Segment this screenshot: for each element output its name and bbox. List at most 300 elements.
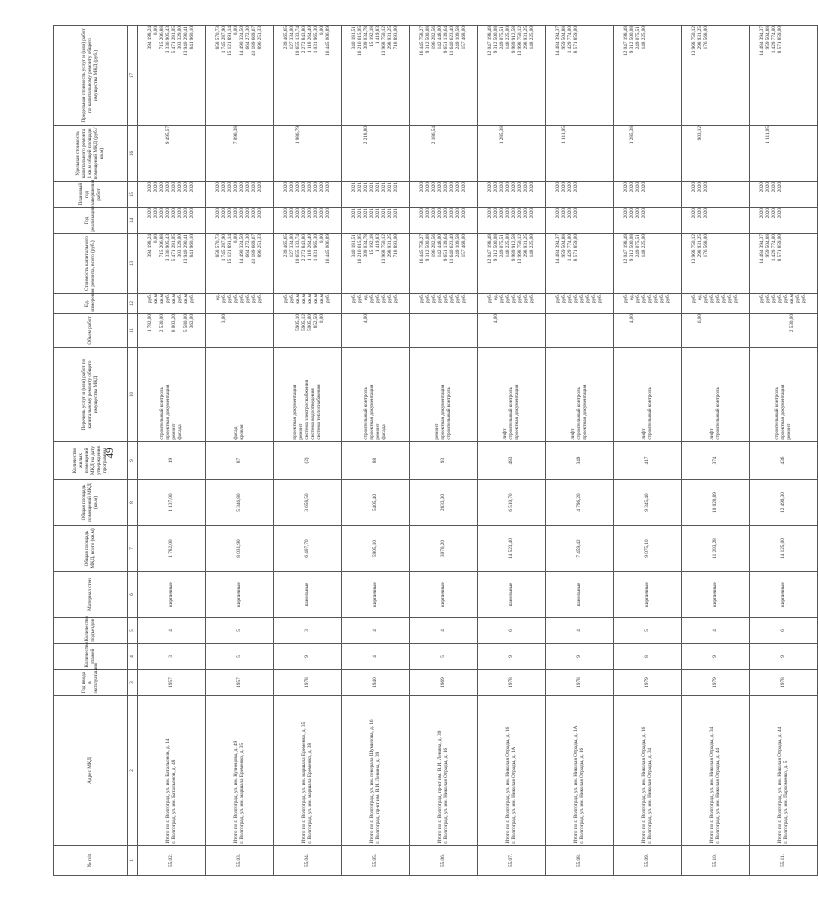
- cost-cell-line: 142 448,00: [436, 234, 443, 258]
- max-cost-cell-line: 157 468,00: [460, 26, 467, 50]
- cost-cell-line: 0,00: [152, 234, 159, 244]
- floors-cell: 4: [342, 644, 410, 670]
- volume-cell: [682, 314, 750, 348]
- volume-cell-line: 5905,12: [300, 314, 307, 331]
- year-end-cell-line: 2021: [386, 182, 393, 193]
- year-end-cell-line: 2020: [448, 182, 455, 193]
- year-end-cell-line: 2020: [158, 182, 165, 193]
- unit-cell-line: руб.: [652, 294, 659, 303]
- max-cost-cell-line: 196 282,56: [430, 26, 437, 50]
- max-cost-cell-line: 10 655 133,74: [294, 26, 301, 56]
- works-cell: [138, 348, 206, 442]
- max-cost-cell-line: 309 034,78: [362, 26, 369, 50]
- entrances-cell: 3: [274, 618, 342, 644]
- unit-cost-cell-line: 2 218,80: [362, 126, 369, 145]
- unit-cell-line: руб.: [176, 294, 183, 303]
- cost-cell-line: 0,00: [232, 234, 239, 244]
- volume-cell: [274, 314, 342, 348]
- unit-cell-line: руб.: [232, 294, 239, 303]
- volume-cell-line: [258, 314, 264, 347]
- column-number: 3: [128, 670, 138, 696]
- unit-cell-line: руб.: [288, 294, 295, 303]
- year-impl-cell-line: [666, 208, 672, 233]
- year-end-cell: [138, 182, 206, 208]
- year-impl-cell-line: 2020: [152, 208, 159, 219]
- max-cost-cell-line: 5 471 281,05: [170, 26, 177, 54]
- cost-cell-line: 664 272,30: [244, 234, 251, 258]
- year-impl-cell-line: 2020: [170, 208, 177, 219]
- column-number: 9: [128, 442, 138, 480]
- year-impl-cell-line: 2020: [250, 208, 257, 219]
- unit-cost-cell-line: [802, 126, 808, 181]
- cost-cell: [750, 234, 818, 294]
- max-cost-cell-line: 249 075,51: [634, 26, 641, 50]
- cost-cell: [274, 234, 342, 294]
- unit-cost-cell: [342, 126, 410, 182]
- year-end-cell-line: 2020: [430, 182, 437, 193]
- column-number: 11: [128, 314, 138, 348]
- total-area-cell: 7 459,42: [546, 526, 614, 572]
- unit-cell-line: кв.м: [170, 294, 177, 304]
- entrances-cell: 5: [614, 618, 682, 644]
- cost-cell: [206, 234, 274, 294]
- table-row: [342, 26, 410, 876]
- header-row: [54, 26, 128, 876]
- unit-cell-line: руб.: [720, 294, 727, 303]
- unit-cell-line: руб.: [634, 294, 641, 303]
- max-cost-cell-line: 8 571 859,00: [572, 26, 579, 54]
- unit-cell-line: руб.: [658, 294, 665, 303]
- year-end-cell-line: 2021: [350, 182, 357, 193]
- unit-cell: [274, 294, 342, 314]
- total-area-cell: 5905,10: [342, 526, 410, 572]
- unit-cell-line: руб.: [702, 294, 709, 303]
- cost-cell-line: 249 075,51: [498, 234, 505, 258]
- cost-cell-line: 2 272 843,80: [300, 234, 307, 262]
- year-end-cell: [206, 182, 274, 208]
- unit-cell: [682, 294, 750, 314]
- year-impl-cell-line: [802, 208, 808, 233]
- unit-cost-cell: [750, 126, 818, 182]
- year-cell: 1979: [614, 670, 682, 696]
- cost-cell-line: 8 571 859,00: [776, 234, 783, 262]
- column-header: Общая площадь МКД, всего (кв.м): [54, 526, 128, 572]
- unit-cost-cell-line: 1 986,79: [294, 126, 301, 145]
- column-header: Год ввода в эксплуатацию: [54, 670, 128, 696]
- address-cell: [750, 696, 818, 846]
- cost-cell: [546, 234, 614, 294]
- premises-area-cell: 9 345,40: [614, 480, 682, 526]
- floors-cell: 5: [206, 644, 274, 670]
- year-end-cell-line: 2020: [492, 182, 499, 193]
- address-line: г. Волгоград, ул. им. Николая Отрады, д. 34: [646, 747, 653, 844]
- unit-cell-line: кв.м: [300, 294, 307, 304]
- max-cost-cell-line: 14 490 324,50: [238, 26, 245, 56]
- year-impl-cell: [478, 208, 546, 234]
- material-cell: панельные: [478, 572, 546, 618]
- unit-cell-line: руб.: [460, 294, 467, 303]
- page-number: 49: [104, 447, 116, 459]
- year-end-cell: [682, 182, 750, 208]
- year-impl-cell-line: 2020: [622, 208, 629, 219]
- year-end-cell-line: [666, 182, 672, 207]
- year-cell: 1978: [274, 670, 342, 696]
- table-row: [750, 26, 818, 876]
- unit-cost-cell-line: [462, 126, 468, 181]
- unit-cell-line: руб.: [764, 294, 771, 303]
- unit-cell-line: руб.: [146, 294, 153, 303]
- work-item: проектная документация: [368, 384, 375, 440]
- max-cost-cell-line: 127 334,00: [288, 26, 295, 50]
- address-line: Итого по г. Волгоград, ул. им. Николая Отрады, д. 44: [776, 726, 783, 844]
- year-end-cell: [614, 182, 682, 208]
- year-end-cell-line: 2020: [300, 182, 307, 193]
- address-line: Итого по г. Волгоград, пр-кт им. В.И. Ленина, д. 39: [436, 730, 443, 844]
- unit-cell-line: руб.: [622, 294, 629, 303]
- column-number-row: [128, 26, 138, 876]
- floors-cell: 9: [478, 644, 546, 670]
- unit-cell-line: руб.: [350, 294, 357, 303]
- year-end-cell-line: 2020: [226, 182, 233, 193]
- volume-cell-line: [394, 314, 400, 347]
- address-line: Итого по г. Волгоград, ул. им. генерала Шумилова, д. 16: [368, 719, 375, 844]
- year-impl-cell: [342, 208, 410, 234]
- unit-cell-line: кв.м: [158, 294, 165, 304]
- year-impl-cell-line: 2020: [770, 208, 777, 219]
- year-impl-cell-line: 2020: [436, 208, 443, 219]
- unit-cost-cell: [614, 126, 682, 182]
- cost-cell-line: 12 047 198,48: [622, 234, 629, 264]
- unit-cell-line: руб.: [690, 294, 697, 303]
- volume-cell-line: 852,50: [312, 314, 319, 329]
- material-cell: кирпичные: [206, 572, 274, 618]
- year-impl-cell-line: 2021: [392, 208, 399, 219]
- year-end-cell-line: 2020: [634, 182, 641, 193]
- year-end-cell-line: 2020: [560, 182, 567, 193]
- column-number: 4: [128, 644, 138, 670]
- unit-cell-line: руб.: [256, 294, 263, 303]
- column-number: 2: [128, 696, 138, 846]
- volume-cell-line: [598, 314, 604, 347]
- cost-cell-line: 3 336 905,43: [164, 234, 171, 262]
- apartments-cell: 374: [682, 442, 750, 480]
- material-cell: кирпичные: [410, 572, 478, 618]
- volume-cell-line: 4,00: [492, 314, 499, 324]
- year-impl-cell-line: 2021: [368, 208, 375, 219]
- volume-cell-line: [666, 314, 672, 347]
- apartments-cell: 87: [206, 442, 274, 480]
- unit-cell-line: кв.м: [294, 294, 301, 304]
- unit-cost-cell-line: [190, 126, 196, 181]
- unit-cell-line: руб.: [436, 294, 443, 303]
- row-number: 55.11.: [750, 846, 818, 876]
- cost-cell-line: 239 465,65: [282, 234, 289, 258]
- total-area-cell: 11 203,28: [682, 526, 750, 572]
- column-header: Количество этажей: [54, 644, 128, 670]
- max-cost-cell-line: 9 312 500,08: [492, 26, 499, 54]
- volume-cell: [342, 314, 410, 348]
- year-impl-cell-line: 2020: [640, 208, 647, 219]
- unit-cell: [206, 294, 274, 314]
- unit-cell: [478, 294, 546, 314]
- year-end-cell-line: 2020: [312, 182, 319, 193]
- max-cost-cell: [206, 26, 274, 126]
- unit-cost-cell: [410, 126, 478, 182]
- column-header: Предельная стоимость услуг и (или) работ по капитальному ремонту общего имущества МКД (руб.): [54, 26, 128, 126]
- max-cost-cell-line: 249 109,58: [454, 26, 461, 50]
- unit-cell-line: руб.: [504, 294, 511, 303]
- max-cost-cell: [138, 26, 206, 126]
- year-impl-cell-line: 2020: [146, 208, 153, 219]
- unit-cell-line: руб.: [374, 294, 381, 303]
- year-impl-cell-line: 2020: [696, 208, 703, 219]
- unit-cell-line: руб.: [448, 294, 455, 303]
- address-line: Итого по г. Волгоград, ул. им. Николая Отрады, д. 1А: [572, 725, 579, 844]
- unit-cell-line: ед.: [696, 294, 703, 301]
- work-item: система водоотведения: [309, 388, 316, 440]
- max-cost-cell-line: 41 189 669,67: [250, 26, 257, 56]
- floors-cell: 9: [546, 644, 614, 670]
- unit-cell-line: руб.: [726, 294, 733, 303]
- volume-cell: [410, 314, 478, 348]
- cost-cell-line: 148 225,00: [504, 234, 511, 258]
- year-end-cell: [410, 182, 478, 208]
- year-impl-cell-line: 2020: [306, 208, 313, 219]
- year-impl-cell-line: 2020: [238, 208, 245, 219]
- volume-cell-line: 0,00: [318, 314, 325, 324]
- max-cost-cell-line: 715 206,88: [158, 26, 165, 50]
- address-line: г. Волгоград, ул. им. Пархоменко, д. 5: [782, 760, 789, 844]
- year-end-cell-line: 2020: [232, 182, 239, 193]
- unit-cost-cell-line: [666, 126, 672, 181]
- max-cost-cell-line: 9 312 500,08: [424, 26, 431, 54]
- apartments-cell: 19: [138, 442, 206, 480]
- row-number: 55.08.: [546, 846, 614, 876]
- premises-area-cell: 10 020,89: [682, 480, 750, 526]
- column-number: 8: [128, 480, 138, 526]
- max-cost-cell-line: 12 047 198,48: [622, 26, 629, 56]
- max-cost-cell-line: 896 251,33: [256, 26, 263, 50]
- unit-cell-line: руб.: [442, 294, 449, 303]
- works-cell: [206, 348, 274, 442]
- unit-cell-line: руб.: [392, 294, 399, 303]
- unit-cost-cell-line: 7 096,38: [232, 126, 239, 145]
- unit-cell: [750, 294, 818, 314]
- works-cell: [750, 348, 818, 442]
- max-cost-cell-line: 142 448,00: [436, 26, 443, 50]
- year-cell: 1957: [138, 670, 206, 696]
- year-impl-cell-line: 2020: [256, 208, 263, 219]
- address-cell: [478, 696, 546, 846]
- max-cost-cell-line: 0,00: [152, 26, 159, 36]
- work-item: проектная документация: [439, 384, 446, 440]
- works-cell: [410, 348, 478, 442]
- year-impl-cell-line: 2020: [300, 208, 307, 219]
- cost-cell-line: 1 745 287,90: [220, 234, 227, 262]
- unit-cell: [546, 294, 614, 314]
- cost-cell-line: 718 893,00: [392, 234, 399, 258]
- max-cost-cell-line: 0,00: [318, 26, 325, 36]
- row-number: 55.02.: [138, 846, 206, 876]
- address-cell: [546, 696, 614, 846]
- unit-cost-cell-line: 1 111,95: [764, 126, 771, 144]
- unit-cell-line: руб.: [188, 294, 195, 303]
- max-cost-cell: [750, 26, 818, 126]
- year-impl-cell-line: 2020: [418, 208, 425, 219]
- year-end-cell-line: 2020: [510, 182, 517, 193]
- year-impl-cell-line: 2020: [572, 208, 579, 219]
- table-row: [478, 26, 546, 876]
- year-impl-cell: [682, 208, 750, 234]
- max-cost-cell-line: 13 940 290,41: [182, 26, 189, 56]
- year-end-cell-line: 2020: [758, 182, 765, 193]
- year-end-cell-line: 2020: [554, 182, 561, 193]
- unit-cell-line: руб.: [238, 294, 245, 303]
- total-area-cell: 8 031,90: [206, 526, 274, 572]
- year-end-cell-line: 2020: [628, 182, 635, 193]
- column-header: Перечень услуг и (или) работ по капитальному ремонту общего имущества МКД: [54, 348, 128, 442]
- cost-cell-line: 127 334,00: [288, 234, 295, 258]
- year-impl-cell-line: 2020: [424, 208, 431, 219]
- address-line: г. Волгоград, ул. им. Николая Отрады, д. 1А: [510, 746, 517, 844]
- apartments-cell: 93: [410, 442, 478, 480]
- year-impl-cell-line: 2020: [282, 208, 289, 219]
- year-end-cell-line: 2020: [188, 182, 195, 193]
- works-cell: [342, 348, 410, 442]
- work-item: проектная документация: [291, 384, 298, 440]
- unit-cell-line: руб.: [714, 294, 721, 303]
- max-cost-cell-line: 298 931,25: [386, 26, 393, 50]
- year-impl-cell-line: 2020: [188, 208, 195, 219]
- table-row: [546, 26, 614, 876]
- max-cost-cell-line: 14 484 394,37: [554, 26, 561, 56]
- cost-cell: [614, 234, 682, 294]
- unit-cell: [138, 294, 206, 314]
- premises-area-cell: 6 510,70: [478, 480, 546, 526]
- volume-cell-line: 2 530,00: [788, 314, 795, 333]
- max-cost-cell-line: 340 181,51: [350, 26, 357, 50]
- volume-cell: [750, 314, 818, 348]
- year-end-cell-line: [734, 182, 740, 207]
- max-cost-cell-line: [598, 26, 604, 125]
- cost-cell-line: 1 429 774,00: [770, 234, 777, 262]
- work-item: строительный контроль: [507, 387, 514, 440]
- apartments-cell: 436: [750, 442, 818, 480]
- year-end-cell-line: 2020: [282, 182, 289, 193]
- unit-cost-cell: [138, 126, 206, 182]
- year-end-cell-line: 2020: [164, 182, 171, 193]
- apartments-cell: 483: [478, 442, 546, 480]
- year-end-cell-line: 2020: [288, 182, 295, 193]
- column-header: Стоимость капитального ремонта, всего (руб.): [54, 234, 128, 294]
- max-cost-cell-line: 1 419,83: [374, 26, 381, 45]
- unit-cost-cell-line: [394, 126, 400, 181]
- cost-cell-line: 157 468,00: [460, 234, 467, 258]
- total-area-cell: 3070,20: [410, 526, 478, 572]
- year-impl-cell-line: 2020: [460, 208, 467, 219]
- year-impl-cell-line: [734, 208, 740, 233]
- cost-cell-line: 959 504,88: [764, 234, 771, 258]
- volume-cell: [138, 314, 206, 348]
- year-end-cell-line: 2020: [324, 182, 331, 193]
- cost-cell-line: 715 206,88: [158, 234, 165, 258]
- cost-cell-line: 394 198,24: [146, 234, 153, 258]
- max-cost-cell-line: 148 225,00: [528, 26, 535, 50]
- year-impl-cell: [410, 208, 478, 234]
- row-number: 55.05.: [342, 846, 410, 876]
- volume-cell-line: 1 782,00: [146, 314, 153, 333]
- volume-cell-line: 8 003,20: [170, 314, 177, 333]
- cost-cell-line: 15 121 891,14: [226, 234, 233, 264]
- year-end-cell-line: 2020: [176, 182, 183, 193]
- row-number: 55.06.: [410, 846, 478, 876]
- year-impl-cell-line: 2021: [350, 208, 357, 219]
- column-number: 17: [128, 26, 138, 126]
- year-impl-cell-line: 2020: [566, 208, 573, 219]
- year-impl-cell-line: 2020: [220, 208, 227, 219]
- premises-area-cell: 1 137,00: [138, 480, 206, 526]
- volume-cell-line: [802, 314, 808, 347]
- work-item: проектная документация: [581, 384, 588, 440]
- unit-cell-line: руб.: [380, 294, 387, 303]
- total-area-cell: 9 075,10: [614, 526, 682, 572]
- max-cost-cell-line: 9 989 912,58: [510, 26, 517, 54]
- year-impl-cell-line: 2020: [214, 208, 221, 219]
- cost-cell-line: 13 968 750,12: [380, 234, 387, 264]
- year-end-cell-line: 2020: [776, 182, 783, 193]
- year-impl-cell-line: 2020: [516, 208, 523, 219]
- unit-cell-line: руб.: [282, 294, 289, 303]
- cost-cell-line: 896 251,33: [256, 234, 263, 258]
- max-cost-cell-line: 14 484 394,37: [758, 26, 765, 56]
- unit-cell-line: ед.: [214, 294, 221, 301]
- cost-cell-line: 176 568,00: [702, 234, 709, 258]
- year-impl-cell-line: 2020: [244, 208, 251, 219]
- address-cell: [614, 696, 682, 846]
- work-item: система электроснабжения: [303, 380, 310, 440]
- cost-cell-line: 1 429 774,00: [566, 234, 573, 262]
- unit-cost-cell-line: [734, 126, 740, 181]
- year-impl-cell-line: 2020: [442, 208, 449, 219]
- max-cost-cell-line: 394 198,24: [146, 26, 153, 50]
- work-item: строительный контроль: [773, 387, 780, 440]
- year-end-cell-line: 2021: [362, 182, 369, 193]
- year-impl-cell-line: 2020: [158, 208, 165, 219]
- column-number: 12: [128, 294, 138, 314]
- year-impl-cell-line: 2020: [690, 208, 697, 219]
- column-number: 6: [128, 572, 138, 618]
- year-end-cell-line: 2020: [250, 182, 257, 193]
- unit-cell-line: руб.: [324, 294, 331, 303]
- year-cell: 1978: [478, 670, 546, 696]
- unit-cell-line: ед.: [362, 294, 369, 301]
- year-end-cell-line: 2021: [374, 182, 381, 193]
- volume-cell-line: [734, 314, 740, 347]
- year-impl-cell-line: 2020: [554, 208, 561, 219]
- year-end-cell-line: 2020: [696, 182, 703, 193]
- column-header: Общая площадь помещений МКД (кв.м): [54, 480, 128, 526]
- max-cost-cell-line: 249 075,51: [498, 26, 505, 50]
- address-line: Итого по г. Волгоград, ул. им. Батальонов, д. 14: [164, 738, 171, 844]
- address-line: г. Волгоград, ул. им. маршала Еременко, д. 35: [238, 742, 245, 844]
- year-end-cell-line: 2020: [424, 182, 431, 193]
- max-cost-cell-line: 303 329,00: [176, 26, 183, 50]
- year-impl-cell-line: 2020: [486, 208, 493, 219]
- year-impl-cell-line: 2020: [522, 208, 529, 219]
- entrances-cell: 6: [750, 618, 818, 644]
- work-item: строительный контроль: [646, 387, 653, 440]
- year-impl-cell-line: 2020: [294, 208, 301, 219]
